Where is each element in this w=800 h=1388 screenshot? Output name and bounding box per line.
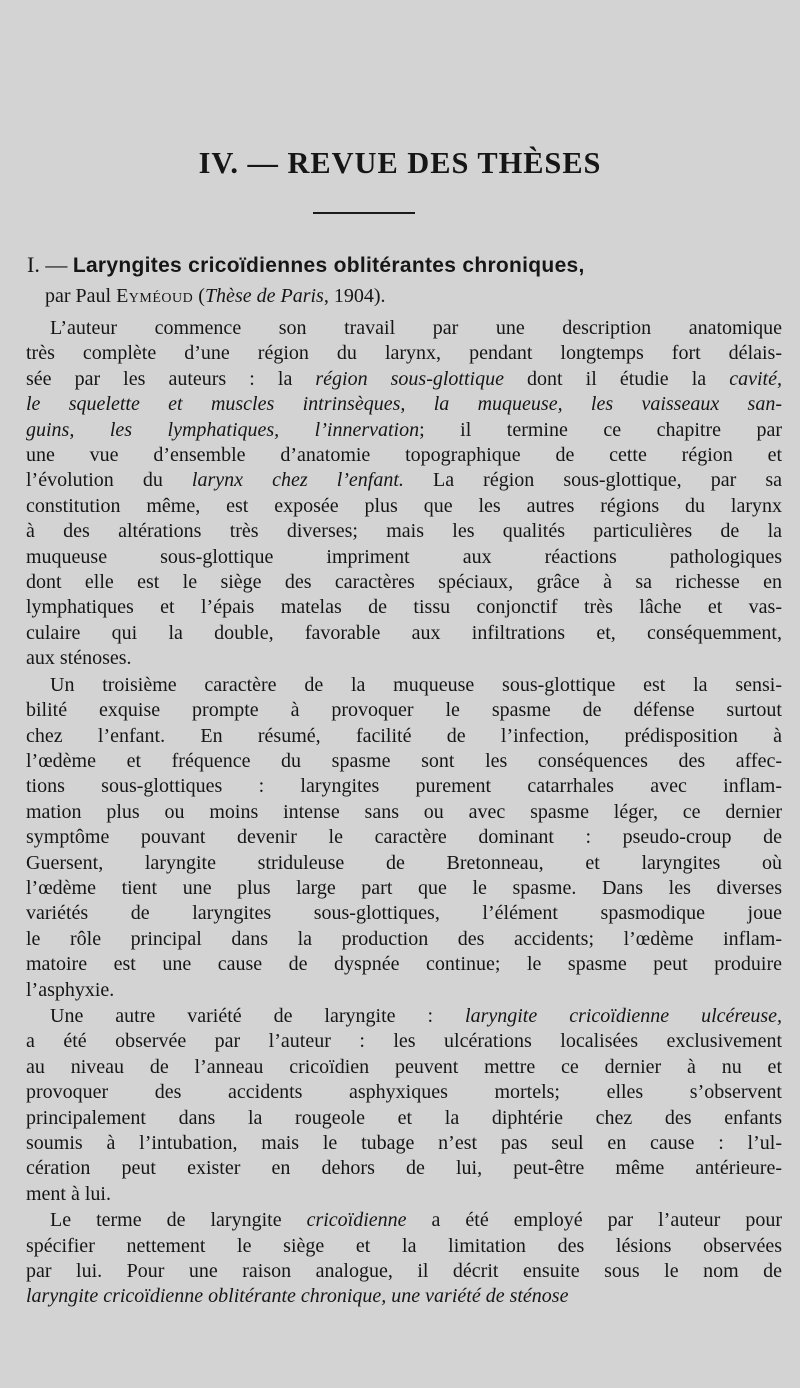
text-line [26,621,782,646]
italic-run: larynx chez l’enfant. [191,469,404,492]
text-run: variétés de laryngites sous-glottiques, l’élément spasmodique joue [26,902,782,925]
text-line [26,673,782,698]
text-line [26,1208,782,1233]
paragraph [26,1004,782,1207]
byline-prefix: par Paul [45,285,117,307]
section-title [27,252,787,279]
text-line [26,876,782,901]
text-run: une vue d’ensemble d’anatomie topographique de cette région et [26,444,782,467]
paragraph [26,1208,782,1310]
text-run: mation plus ou moins intense sans ou avec spasme léger, ce dernier [26,800,782,823]
text-line [26,1029,782,1054]
source-title: Thèse de Paris [204,285,324,307]
byline-close: , 1904). [323,285,386,307]
text-line [26,494,782,519]
text-run: principalement dans la rougeole et la diphtérie chez des enfants [26,1106,782,1129]
text-run: cération peut exister en dehors de lui, peut-être même antérieure- [26,1157,782,1180]
text-line [26,724,782,749]
byline [45,283,785,309]
section-number: I. — [27,252,73,277]
paragraph [26,316,782,672]
text-line [26,1131,782,1156]
text-run: culaire qui la double, favorable aux infiltrations et, conséquemment, [26,621,782,644]
text-line [26,367,782,392]
text-run: symptôme pouvant devenir le caractère dominant : pseudo-croup de [26,826,782,849]
paragraph [26,673,782,1003]
text-run: spécifier nettement le siège et la limitation des lésions observées [26,1234,782,1257]
text-line [26,927,782,952]
text-run: très complète d’une région du larynx, pendant longtemps fort délais- [26,342,782,365]
italic-run: le squelette et muscles intrinsèques, la muqueuse, les vaisseaux san- [26,393,782,416]
text-line [26,443,782,468]
section-title-text: Laryngites cricoïdiennes oblitérantes chroniques, [72,254,585,277]
text-line [26,774,782,799]
text-run: soumis à l’intubation, mais le tubage n’est pas seul en cause : l’ul- [26,1132,782,1154]
chapter-heading: IV. — REVUE DES THÈSES [198,145,602,180]
italic-run: laryngite cricoïdienne ulcéreuse, [465,1004,783,1027]
text-line [26,316,782,341]
text-line [26,1004,782,1029]
text-line [26,978,782,1003]
heading-rule [313,212,415,214]
text-line [26,1055,782,1080]
text-line [26,468,782,493]
text-line [26,418,782,443]
text-run: lymphatiques et l’épais matelas de tissu conjonctif très lâche et vas- [26,596,782,619]
article-body [26,316,782,1310]
text-line [26,800,782,825]
text-run: aux sténoses. [26,647,132,670]
italic-run: guins, les lymphatiques, l’innervation [26,418,420,441]
text-line [26,1080,782,1105]
text-run: tions sous-glottiques : laryngites purement catarrhales avec inflam- [26,775,782,798]
text-run: constitution même, est exposée plus que les autres régions du larynx [26,494,782,517]
italic-run: cricoïdienne [306,1209,407,1232]
text-line [26,825,782,850]
text-line [26,1156,782,1181]
byline-open: ( [193,285,205,307]
text-run: bilité exquise prompte à provoquer le spasme de défense surtout [26,699,782,722]
text-run: par lui. Pour une raison analogue, il décrit ensuite sous le nom de [26,1260,782,1283]
author-name: Eyméoud [116,285,194,307]
text-run: Guersent, laryngite striduleuse de Bretonneau, et laryngites où [26,851,782,874]
text-run: matoire est une cause de dyspnée continue; le spasme peut produire [26,953,782,976]
text-run: l’œdème tient une plus large part que le spasme. Dans les diverses [26,876,782,899]
text-line [26,545,782,570]
text-run: à des altérations très diverses; mais les qualités particulières de la [26,520,782,543]
text-line [26,646,782,671]
text-line [26,1182,782,1207]
text-run: chez l’enfant. En résumé, facilité de l’infection, prédisposition à [26,724,782,747]
text-line [26,519,782,544]
italic-run: laryngite cricoïdienne oblitérante chronique, [26,1285,387,1308]
text-line [26,851,782,876]
text-run: a été observée par l’auteur : les ulcérations localisées exclusivement [26,1030,782,1053]
text-line [26,698,782,723]
text-run: l’œdème et fréquence du spasme sont les conséquences des affec- [26,749,782,772]
text-run: muqueuse sous-glottique impriment aux réactions pathologiques [26,545,782,568]
text-run: l’asphyxie. [26,978,115,1001]
italic-run: cavité, [729,367,782,390]
text-run: L’auteur commence son travail par une description anatomique [50,317,782,339]
text-line [26,392,782,417]
text-run: le rôle principal dans la production des accidents; l’œdème inflam- [26,927,782,950]
text-line [26,901,782,926]
text-run: provoquer des accidents asphyxiques mortels; elles s’observent [26,1081,782,1104]
text-line [26,749,782,774]
text-run: Le terme de laryngite [50,1209,307,1232]
text-run: au niveau de l’anneau cricoïdien peuvent mettre ce dernier à nu et [26,1055,782,1078]
text-line [26,1284,782,1309]
text-run: l’évolution du [26,469,192,492]
text-line [26,1234,782,1259]
text-run: ment à lui. [26,1182,111,1205]
text-run: dont il étudie la [503,367,730,390]
text-run: a été employé par l’auteur pour [406,1209,782,1232]
text-run: ; il termine ce chapitre par [419,418,782,441]
text-line [26,341,782,366]
text-line [26,1259,782,1284]
text-line [26,570,782,595]
text-run: Une autre variété de laryngite : [50,1004,466,1027]
text-run: sée par les auteurs : la [26,367,316,390]
text-line [26,595,782,620]
text-run: Un troisième caractère de la muqueuse sous-glottique est la sensi- [50,673,782,696]
text-line [26,952,782,977]
text-line [26,1106,782,1131]
text-run: La région sous-glottique, par sa [403,469,783,492]
italic-run: une variété de sténose [391,1285,569,1308]
italic-run: région sous-glottique [315,367,504,390]
text-run: dont elle est le siège des caractères spéciaux, grâce à sa richesse en [26,571,782,594]
